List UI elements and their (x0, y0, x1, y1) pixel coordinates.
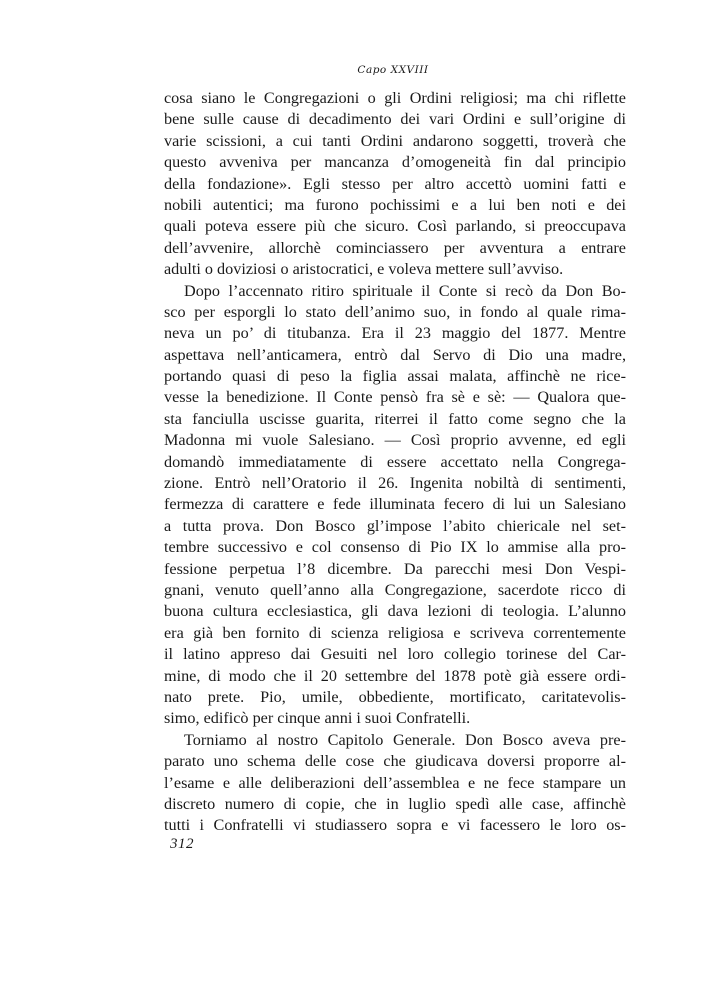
text-line: nato prete. Pio, umile, obbediente, mortificato, caritatevolis- (164, 687, 626, 706)
text-line: adulti o doviziosi o aristocratici, e voleva mettere sull’avviso. (164, 260, 564, 279)
text-line: bene sulle cause di decadimento dei vari Ordini e sull’origine di (164, 110, 626, 129)
text-line: Madonna mi vuole Salesiano. — Così proprio avvenne, ed egli (164, 431, 626, 450)
text-line: quali poteva essere più che sicuro. Così parlando, si preoccupava (164, 217, 626, 236)
text-line: portando quasi di peso la figlia assai malata, affinchè ne rice- (164, 367, 626, 386)
text-line: mine, di modo che il 20 settembre del 1878 potè già essere ordi- (164, 666, 626, 685)
text-line: a tutta prova. Don Bosco gl’impose l’abito chiericale nel set- (164, 516, 626, 535)
text-line: tembre successivo e col consenso di Pio IX lo ammise alla pro- (164, 538, 626, 557)
text-line: nobili autentici; ma furono pochissimi e a lui ben noti e dei (164, 195, 626, 214)
text-line: fessione perpetua l’8 dicembre. Da parecchi mesi Don Vespi- (164, 559, 626, 578)
text-line: simo, edificò per cinque anni i suoi Confratelli. (164, 709, 471, 728)
page-number: 312 (170, 836, 194, 852)
text-line: discreto numero di copie, che in luglio spedì alle case, affinchè (164, 794, 626, 813)
text-line: varie scissioni, a cui tanti Ordini andarono soggetti, troverà che (164, 131, 626, 150)
text-line: sco per esporgli lo stato dell’animo suo, in fondo al quale rima- (164, 302, 626, 321)
body-text (164, 88, 626, 837)
paragraph-start-line: Dopo l’accennato ritiro spirituale il Conte si recò da Don Bo- (184, 281, 626, 300)
running-head: Capo XXVIII (357, 64, 429, 76)
paragraph-start-line: Torniamo al nostro Capitolo Generale. Don Bosco aveva pre- (184, 730, 626, 749)
text-line: dell’avvenire, allorchè cominciassero per avventura a entrare (164, 238, 626, 257)
text-line: parato uno schema delle cose che giudicava doversi proporre al- (164, 752, 626, 771)
text-line: cosa siano le Congregazioni o gli Ordini religiosi; ma chi riflette (164, 89, 626, 107)
text-line: vesse la benedizione. Il Conte pensò fra sè e sè: — Qualora que- (164, 388, 626, 407)
text-line: il latino appreso dai Gesuiti nel loro collegio torinese del Car- (164, 645, 626, 664)
text-line: buona cultura ecclesiastica, gli dava lezioni di teologia. L’alunno (164, 602, 626, 621)
text-line: questo avveniva per mancanza d’omogeneità fin dal principio (164, 153, 626, 172)
text-line: domandò immediatamente di essere accettato nella Congrega- (164, 452, 626, 471)
text-line: era già ben fornito di scienza religiosa e scriveva correntemente (164, 623, 626, 642)
text-line: tutti i Confratelli vi studiassero sopra e vi facessero le loro os- (164, 816, 626, 835)
text-line: fermezza di carattere e fede illuminata fecero di lui un Salesiano (164, 495, 626, 514)
text-line: neva un po’ di titubanza. Era il 23 maggio del 1877. Mentre (164, 324, 626, 343)
text-line: sta fanciulla uscisse guarita, riterrei il fatto come segno che la (164, 409, 626, 428)
text-line: l’esame e alle deliberazioni dell’assemblea e ne fece stampare un (164, 773, 626, 792)
text-line: gnani, venuto quell’anno alla Congregazione, sacerdote ricco di (164, 580, 626, 599)
text-line: zione. Entrò nell’Oratorio il 26. Ingenita nobiltà di sentimenti, (164, 474, 626, 493)
text-line: aspettava nell’anticamera, entrò dal Servo di Dio una madre, (164, 345, 626, 364)
text-line: della fondazione». Egli stesso per altro accettò uomini fatti e (164, 174, 626, 193)
